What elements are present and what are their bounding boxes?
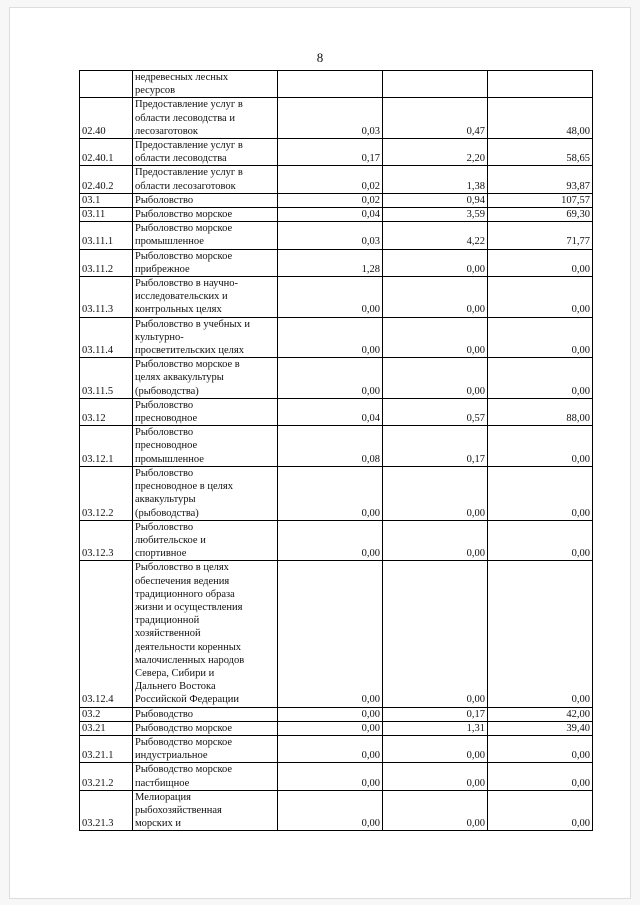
name-cell-text: Рыбоводство морское индустриальное: [135, 736, 233, 762]
code-cell: [80, 466, 133, 520]
document-page: [10, 8, 630, 898]
code-cell-text: 03.11: [82, 209, 106, 221]
name-cell-text: Рыболовство в научно- исследовательских и контрольных целях: [135, 278, 238, 316]
name-cell-text: Рыболовство морское прибрежное: [135, 250, 233, 275]
table-row: [80, 426, 593, 467]
name-cell: [133, 721, 278, 735]
value-cell-1-text: 0,03: [361, 125, 380, 137]
value-cell-1-text: 0,03: [361, 236, 380, 248]
value-cell-2-text: 0,47: [466, 125, 485, 137]
value-cell-1: [278, 71, 383, 98]
name-cell: [133, 426, 278, 467]
value-cell-2: [383, 426, 488, 467]
value-cell-3-text: 88,00: [566, 413, 590, 425]
value-cell-1-text: 0,08: [361, 453, 380, 465]
value-cell-2: [383, 71, 488, 98]
name-cell-text: Рыбоводство: [135, 708, 194, 720]
value-cell-1: [278, 193, 383, 207]
value-cell-3: [488, 466, 593, 520]
value-cell-2-text: 0,00: [466, 548, 485, 560]
value-cell-3: [488, 358, 593, 399]
name-cell: [133, 790, 278, 831]
table-row: [80, 466, 593, 520]
code-cell-text: 03.12.2: [82, 507, 114, 519]
value-cell-3-text: 48,00: [566, 125, 590, 137]
value-cell-3: [488, 520, 593, 561]
value-cell-1: [278, 166, 383, 193]
code-cell: [80, 222, 133, 249]
code-cell-text: 03.21.3: [82, 818, 114, 830]
code-cell: [80, 98, 133, 139]
value-cell-2-text: 0,00: [466, 750, 485, 762]
value-cell-1-text: 0,00: [361, 548, 380, 560]
code-cell-text: 03.1: [82, 194, 101, 206]
code-cell-text: 03.11.5: [82, 385, 114, 397]
code-cell: [80, 561, 133, 707]
code-cell: [80, 707, 133, 721]
name-cell: [133, 249, 278, 276]
name-cell: [133, 222, 278, 249]
value-cell-3-text: 0,00: [571, 507, 590, 519]
value-cell-2: [383, 277, 488, 318]
value-cell-1: [278, 763, 383, 790]
code-cell-text: 03.2: [82, 708, 101, 720]
value-cell-2-text: 0,17: [466, 708, 485, 720]
code-cell: [80, 398, 133, 425]
value-cell-2: [383, 166, 488, 193]
value-cell-3-text: 0,00: [571, 453, 590, 465]
code-cell: [80, 139, 133, 166]
name-cell: [133, 707, 278, 721]
value-cell-1-text: 0,00: [361, 708, 380, 720]
value-cell-1: [278, 98, 383, 139]
value-cell-1-text: 0,02: [361, 180, 380, 192]
table-row: [80, 790, 593, 831]
value-cell-3: [488, 71, 593, 98]
name-cell: [133, 735, 278, 762]
name-cell: [133, 561, 278, 707]
value-cell-3: [488, 249, 593, 276]
table-row: [80, 98, 593, 139]
value-cell-1: [278, 707, 383, 721]
name-cell: [133, 520, 278, 561]
value-cell-2: [383, 790, 488, 831]
value-cell-1-text: 0,00: [361, 722, 380, 734]
table-row: [80, 277, 593, 318]
code-cell-text: 03.12.4: [82, 694, 114, 706]
value-cell-1-text: 0,04: [361, 209, 380, 221]
value-cell-3: [488, 398, 593, 425]
table-row: [80, 193, 593, 207]
value-cell-2-text: 0,17: [466, 453, 485, 465]
value-cell-2: [383, 317, 488, 358]
value-cell-1-text: 0,00: [361, 507, 380, 519]
name-cell: [133, 277, 278, 318]
value-cell-3-text: 0,00: [571, 263, 590, 275]
code-cell: [80, 166, 133, 193]
value-cell-2: [383, 139, 488, 166]
value-cell-2-text: 0,00: [466, 507, 485, 519]
table-row: [80, 358, 593, 399]
value-cell-2-text: 0,00: [466, 385, 485, 397]
value-cell-3-text: 0,00: [571, 694, 590, 706]
value-cell-2-text: 0,00: [466, 777, 485, 789]
code-cell: [80, 208, 133, 222]
value-cell-3-text: 0,00: [571, 777, 590, 789]
activity-table: [79, 70, 593, 831]
value-cell-3: [488, 561, 593, 707]
table-row: [80, 317, 593, 358]
value-cell-1: [278, 735, 383, 762]
value-cell-3: [488, 139, 593, 166]
name-cell: [133, 166, 278, 193]
code-cell-text: 03.21.2: [82, 777, 114, 789]
name-cell-text: Рыболовство: [135, 194, 194, 206]
table-row: [80, 249, 593, 276]
name-cell-text: Предоставление услуг в области лесозаготовок: [135, 167, 243, 192]
code-cell: [80, 358, 133, 399]
value-cell-1: [278, 317, 383, 358]
table-row: [80, 520, 593, 561]
value-cell-2-text: 2,20: [466, 153, 485, 165]
value-cell-1-text: 0,17: [361, 153, 380, 165]
activity-table-body: [80, 71, 593, 831]
name-cell: [133, 398, 278, 425]
value-cell-2: [383, 735, 488, 762]
value-cell-2-text: 0,57: [466, 413, 485, 425]
value-cell-2: [383, 520, 488, 561]
value-cell-1: [278, 358, 383, 399]
value-cell-2-text: 1,31: [466, 722, 485, 734]
table-row: [80, 735, 593, 762]
name-cell: [133, 71, 278, 98]
name-cell-text: Рыболовство пресноводное промышленное: [135, 427, 204, 465]
table-row: [80, 222, 593, 249]
value-cell-3-text: 0,00: [571, 385, 590, 397]
code-cell-text: 03.11.2: [82, 263, 114, 275]
value-cell-2-text: 4,22: [466, 236, 485, 248]
value-cell-2: [383, 721, 488, 735]
value-cell-1-text: 0,04: [361, 413, 380, 425]
table-row: [80, 71, 593, 98]
value-cell-1: [278, 249, 383, 276]
name-cell-text: Рыбоводство морское: [135, 722, 233, 734]
value-cell-2-text: 0,94: [466, 194, 485, 206]
value-cell-1-text: 0,00: [361, 345, 380, 357]
value-cell-2-text: 0,00: [466, 345, 485, 357]
value-cell-3-text: 69,30: [566, 209, 590, 221]
table-row: [80, 707, 593, 721]
value-cell-3-text: 39,40: [566, 722, 590, 734]
name-cell: [133, 193, 278, 207]
name-cell-text: Предоставление услуг в области лесоводства: [135, 140, 243, 165]
value-cell-3-text: 0,00: [571, 304, 590, 316]
code-cell-text: 03.21.1: [82, 750, 114, 762]
value-cell-2: [383, 398, 488, 425]
value-cell-3: [488, 317, 593, 358]
value-cell-3: [488, 763, 593, 790]
table-row: [80, 561, 593, 707]
value-cell-3-text: 71,77: [566, 236, 590, 248]
code-cell-text: 03.12.1: [82, 453, 114, 465]
value-cell-2-text: 3,59: [466, 209, 485, 221]
value-cell-1: [278, 561, 383, 707]
name-cell-text: Рыболовство пресноводное: [135, 399, 198, 425]
table-row: [80, 166, 593, 193]
value-cell-2: [383, 98, 488, 139]
name-cell-text: Рыболовство морское: [135, 209, 233, 221]
value-cell-1: [278, 208, 383, 222]
value-cell-2: [383, 208, 488, 222]
value-cell-2: [383, 249, 488, 276]
value-cell-1: [278, 466, 383, 520]
table-row: [80, 139, 593, 166]
name-cell-text: Рыболовство в учебных и культурно- просветительских целях: [135, 318, 251, 357]
code-cell-text: 03.12.3: [82, 548, 114, 560]
value-cell-2-text: 0,00: [466, 263, 485, 275]
code-cell: [80, 249, 133, 276]
value-cell-2: [383, 358, 488, 399]
name-cell-text: Рыболовство морское промышленное: [135, 223, 233, 248]
value-cell-1-text: 0,00: [361, 304, 380, 316]
table-row: [80, 208, 593, 222]
value-cell-3-text: 58,65: [566, 153, 590, 165]
name-cell-text: Предоставление услуг в области лесоводства и лесозаготовок: [135, 99, 243, 137]
code-cell: [80, 193, 133, 207]
name-cell-text: Мелиорация рыбохозяйственная морских и: [135, 791, 222, 830]
value-cell-3: [488, 222, 593, 249]
value-cell-2-text: 0,00: [466, 304, 485, 316]
code-cell: [80, 426, 133, 467]
value-cell-3: [488, 277, 593, 318]
code-cell-text: 03.11.3: [82, 304, 114, 316]
name-cell-text: Рыболовство любительское и спортивное: [135, 521, 206, 560]
value-cell-1: [278, 426, 383, 467]
value-cell-2: [383, 193, 488, 207]
value-cell-1-text: 0,00: [361, 777, 380, 789]
value-cell-2: [383, 707, 488, 721]
value-cell-3-text: 0,00: [571, 548, 590, 560]
code-cell: [80, 520, 133, 561]
value-cell-3: [488, 790, 593, 831]
value-cell-1: [278, 520, 383, 561]
name-cell: [133, 208, 278, 222]
value-cell-1-text: 0,00: [361, 694, 380, 706]
name-cell: [133, 763, 278, 790]
code-cell-text: 02.40.2: [82, 180, 114, 192]
value-cell-1-text: 1,28: [361, 263, 380, 275]
code-cell: [80, 317, 133, 358]
value-cell-1: [278, 398, 383, 425]
name-cell-text: Рыболовство в целях обеспечения ведения традиционного образа жизни и осуществления традиционной хозяйственной деятельности коренных малочисленных народов Севера, Сибири и Дальнего Востока Российской Федерации: [135, 562, 245, 706]
code-cell: [80, 721, 133, 735]
name-cell-text: Рыбоводство морское пастбищное: [135, 764, 233, 789]
name-cell: [133, 358, 278, 399]
value-cell-1-text: 0,00: [361, 750, 380, 762]
table-row: [80, 763, 593, 790]
code-cell: [80, 790, 133, 831]
value-cell-1: [278, 790, 383, 831]
code-cell-text: 02.40: [82, 125, 106, 137]
value-cell-3: [488, 193, 593, 207]
value-cell-3-text: 107,57: [561, 194, 590, 206]
value-cell-2-text: 0,00: [466, 694, 485, 706]
value-cell-1-text: 0,02: [361, 194, 380, 206]
value-cell-1: [278, 139, 383, 166]
code-cell: [80, 71, 133, 98]
code-cell: [80, 735, 133, 762]
table-row: [80, 721, 593, 735]
name-cell-text: Рыболовство пресноводное в целях аквакультуры (рыбоводства): [135, 467, 233, 519]
value-cell-3: [488, 707, 593, 721]
value-cell-3: [488, 166, 593, 193]
value-cell-1-text: 0,00: [361, 818, 380, 830]
code-cell-text: 03.12: [82, 413, 106, 425]
name-cell: [133, 139, 278, 166]
value-cell-3: [488, 735, 593, 762]
value-cell-3-text: 93,87: [566, 180, 590, 192]
value-cell-2: [383, 763, 488, 790]
value-cell-1-text: 0,00: [361, 385, 380, 397]
value-cell-1: [278, 277, 383, 318]
name-cell: [133, 466, 278, 520]
name-cell: [133, 317, 278, 358]
code-cell-text: 03.11.4: [82, 345, 114, 357]
code-cell: [80, 277, 133, 318]
value-cell-2-text: 1,38: [466, 180, 485, 192]
value-cell-3-text: 0,00: [571, 750, 590, 762]
table-row: [80, 398, 593, 425]
value-cell-3: [488, 426, 593, 467]
value-cell-2: [383, 222, 488, 249]
value-cell-2-text: 0,00: [466, 818, 485, 830]
name-cell-text: Рыболовство морское в целях аквакультуры (рыбоводства): [135, 359, 240, 397]
page-number: 8: [316, 50, 324, 65]
code-cell-text: 02.40.1: [82, 153, 114, 165]
value-cell-3: [488, 721, 593, 735]
value-cell-3-text: 42,00: [566, 708, 590, 720]
value-cell-1: [278, 222, 383, 249]
value-cell-3: [488, 208, 593, 222]
name-cell-text: недревесных лесных ресурсов: [135, 72, 229, 97]
name-cell: [133, 98, 278, 139]
value-cell-1: [278, 721, 383, 735]
value-cell-2: [383, 561, 488, 707]
code-cell-text: 03.21: [82, 722, 106, 734]
value-cell-2: [383, 466, 488, 520]
code-cell-text: 03.11.1: [82, 236, 114, 248]
value-cell-3-text: 0,00: [571, 345, 590, 357]
value-cell-3-text: 0,00: [571, 818, 590, 830]
code-cell: [80, 763, 133, 790]
value-cell-3: [488, 98, 593, 139]
